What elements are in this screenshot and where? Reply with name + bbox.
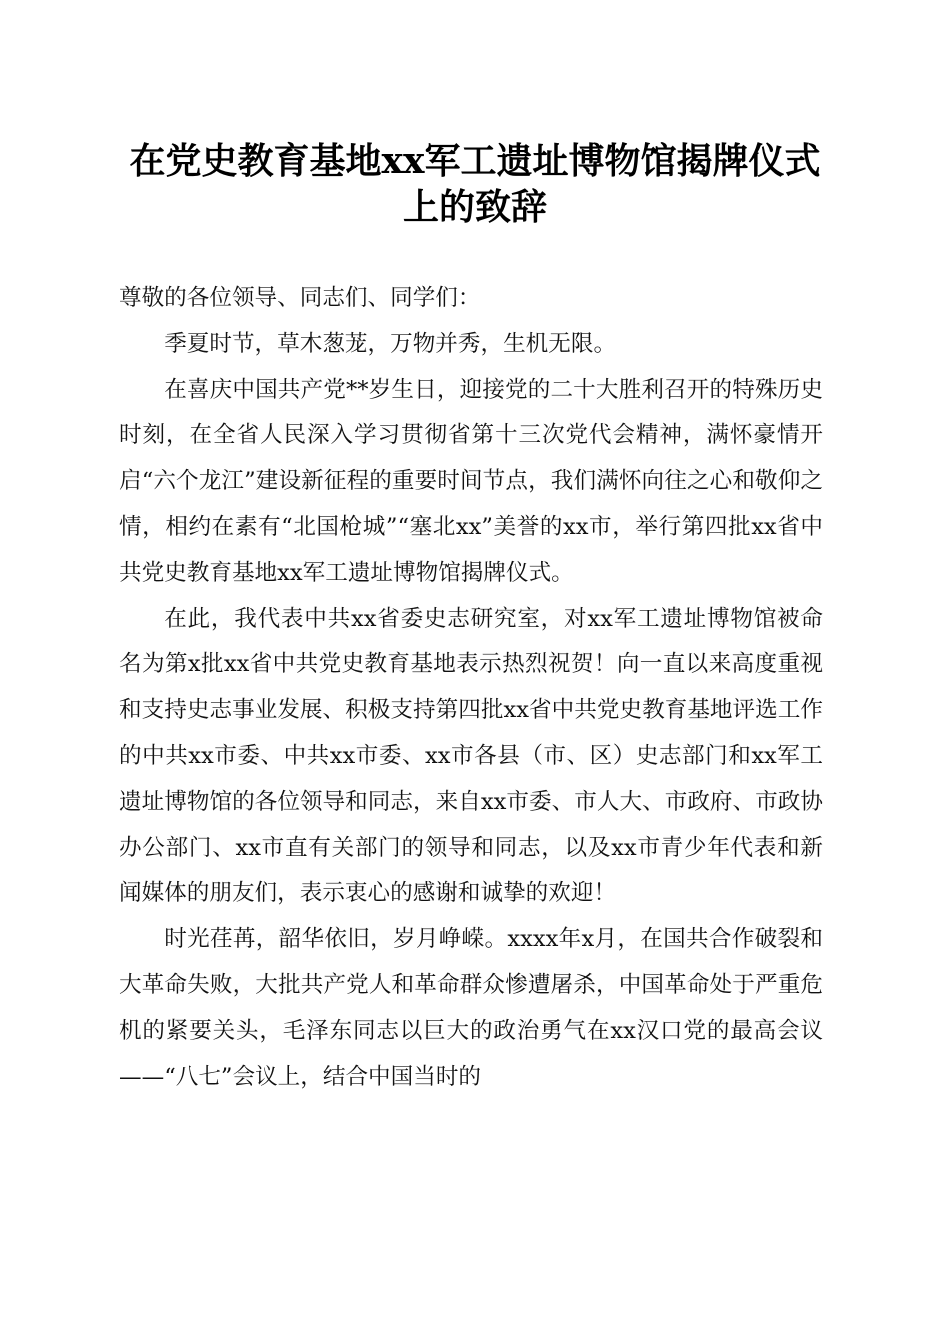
document-title <box>100 138 850 230</box>
title-line-2: 上的致辞 <box>402 186 547 228</box>
paragraph: 季夏时节，草木葱茏，万物并秀，生机无限。 <box>164 330 617 357</box>
paragraph: 在喜庆中国共产党**岁生日，迎接党的二十大胜利召开的特殊历史时刻，在全省人民深入学习贯彻省第十三次党代会精神，满怀豪情开启“六个龙江”建设新征程的重要时间节点，我们满怀向往之心和敬仰之情，相约在素有“北国枪城”“塞北xx”美誉的xx市，举行第四批xx省中共党史教育基地xx军工遗址博物馆揭牌仪式。 <box>119 376 823 586</box>
salutation: 尊敬的各位领导、同志们、同学们： <box>119 285 481 311</box>
paragraph: 时光荏苒，韶华依旧，岁月峥嵘。xxxx年x月，在国共合作破裂和大革命失败，大批共产党人和革命群众惨遭屠杀，中国革命处于严重危机的紧要关头，毛泽东同志以巨大的政治勇气在xx汉口党的最高会议——“八七”会议上，结合中国当时的 <box>119 926 823 1090</box>
paragraph: 在此，我代表中共xx省委史志研究室，对xx军工遗址博物馆被命名为第x批xx省中共党史教育基地表示热烈祝贺！向一直以来高度重视和支持史志事业发展、积极支持第四批xx省中共党史教育基地评选工作的中共xx市委、中共xx市委、xx市各县（市、区）史志部门和xx军工遗址博物馆的各位领导和同志，来自xx市委、市人大、市政府、市政协办公部门、xx市直有关部门的领导和同志，以及xx市青少年代表和新闻媒体的朋友们，表示衷心的感谢和诚挚的欢迎！ <box>119 605 823 907</box>
document-body <box>119 276 823 1100</box>
title-line-1: 在党史教育基地xx军工遗址博物馆揭牌仪式 <box>129 140 821 182</box>
